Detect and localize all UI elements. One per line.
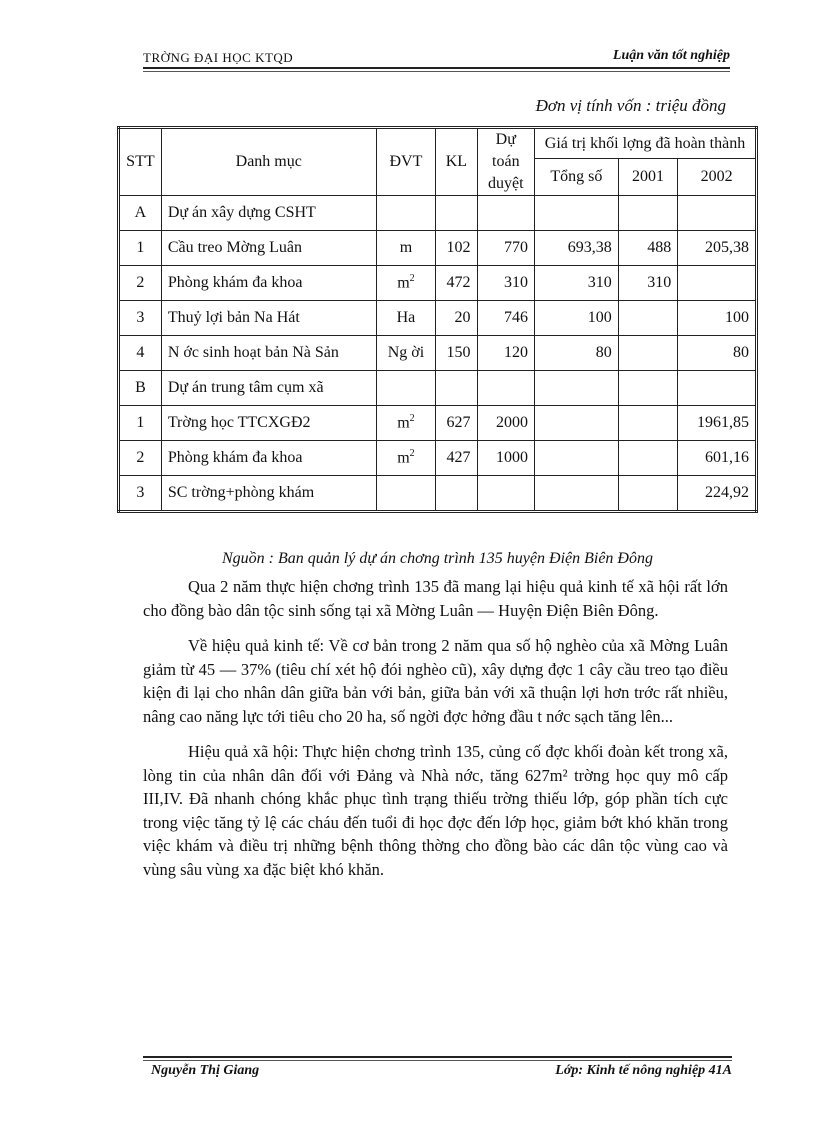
paragraph: Về hiệu quả kinh tế: Về cơ bản trong 2 năm qua số hộ nghèo của xã Mờng Luân giảm từ 45 — 37% (tiêu chí xét hộ đói nghèo cũ), xây dựng đợc 1 cây cầu treo tạo điều kiện đi lại cho nhân dân giữa bản với bản, giữa bản với xã thuận lợi hơn trớc rất nhiều, nâng cao năng lực tới tiêu cho 20 ha, số ngời đợc hởng đầu t nớc sạch tăng lên... bbox=[143, 636, 728, 726]
footer-author: Nguyễn Thị Giang bbox=[151, 1063, 260, 1078]
table-cell-kl: 627 bbox=[436, 406, 477, 441]
table-cell-total: 310 bbox=[535, 266, 619, 301]
table-cell-unit bbox=[376, 371, 436, 406]
table-row bbox=[119, 266, 757, 301]
table-cell-2002: 80 bbox=[678, 336, 757, 371]
col-total: Tổng số bbox=[535, 159, 619, 196]
table-cell-2002: 1961,85 bbox=[678, 406, 757, 441]
table-row bbox=[119, 441, 757, 476]
footer-class: Lớp: Kinh tế nông nghiệp 41A bbox=[555, 1063, 732, 1078]
page-header bbox=[143, 46, 730, 66]
table-cell-2001 bbox=[618, 406, 678, 441]
table-row bbox=[119, 301, 757, 336]
table-cell-name: Dự án trung tâm cụm xã bbox=[161, 371, 376, 406]
col-estimate: Dự toán duyệt bbox=[477, 128, 534, 196]
table-row bbox=[119, 371, 757, 406]
col-kl: KL bbox=[436, 128, 477, 196]
table-cell-total: 100 bbox=[535, 301, 619, 336]
table-cell-2001 bbox=[618, 441, 678, 476]
table-cell-stt: B bbox=[119, 371, 162, 406]
table-row bbox=[119, 231, 757, 266]
table-cell-stt: 3 bbox=[119, 301, 162, 336]
table-cell-name: SC trờng+phòng khám bbox=[161, 476, 376, 512]
table-cell-2001 bbox=[618, 336, 678, 371]
table-cell-unit: $m^2$ bbox=[376, 266, 436, 301]
table-cell-2002 bbox=[678, 371, 757, 406]
table-cell-name: Cầu treo Mờng Luân bbox=[161, 231, 376, 266]
col-2001: 2001 bbox=[618, 159, 678, 196]
table-cell-kl: 102 bbox=[436, 231, 477, 266]
table-cell-name: Phòng khám đa khoa bbox=[161, 266, 376, 301]
table-cell-2002: 601,16 bbox=[678, 441, 757, 476]
paragraph: Hiệu quả xã hội: Thực hiện chơng trình 135, củng cố đợc khối đoàn kết trong xã, lòng tin của nhân dân đối với Đảng và Nhà nớc, tăng 627m² trờng học quy mô cấp III,IV. Đã nhanh chóng khắc phục tình trạng thiếu trờng thiếu lớp, góp phần tích cực trong việc tăng tỷ lệ các cháu đến tuổi đi học đợc đến lớp học, giảm bớt khó khăn trong việc khám và điều trị những bệnh thông thờng cho đồng bào các dân tộc vùng cao và vùng sâu vùng xa đặc biệt khó khăn. bbox=[143, 742, 728, 879]
page-footer bbox=[143, 1056, 732, 1080]
table-cell-kl bbox=[436, 476, 477, 512]
table-cell-stt: 3 bbox=[119, 476, 162, 512]
footer-rule bbox=[143, 1056, 732, 1058]
table-cell-total bbox=[535, 196, 619, 231]
table-row bbox=[119, 196, 757, 231]
table-cell-unit: $m^2$ bbox=[376, 406, 436, 441]
col-category: Danh mục bbox=[161, 128, 376, 196]
col-stt: STT bbox=[119, 128, 162, 196]
table-cell-total bbox=[535, 406, 619, 441]
table-cell-total: 693,38 bbox=[535, 231, 619, 266]
table-cell-stt: 2 bbox=[119, 441, 162, 476]
table-cell-2002 bbox=[678, 196, 757, 231]
table-cell-2001 bbox=[618, 476, 678, 512]
table-row bbox=[119, 336, 757, 371]
table-cell-kl bbox=[436, 371, 477, 406]
table-cell-name: Thuỷ lợi bản Na Hát bbox=[161, 301, 376, 336]
col-unit: ĐVT bbox=[376, 128, 436, 196]
table-cell-name: Trờng học TTCXGĐ2 bbox=[161, 406, 376, 441]
table-cell-estimate bbox=[477, 476, 534, 512]
col-completed: Giá trị khối lợng đã hoàn thành bbox=[535, 128, 757, 159]
table-cell-estimate bbox=[477, 371, 534, 406]
table-cell-stt: 4 bbox=[119, 336, 162, 371]
table-cell-estimate: 746 bbox=[477, 301, 534, 336]
table-cell-name: Dự án xây dựng CSHT bbox=[161, 196, 376, 231]
table-cell-unit bbox=[376, 196, 436, 231]
table-cell-unit: $m^2$ bbox=[376, 441, 436, 476]
table-cell-stt: 1 bbox=[119, 231, 162, 266]
table-cell-estimate: 120 bbox=[477, 336, 534, 371]
table-cell-2002: 205,38 bbox=[678, 231, 757, 266]
table-cell-unit: m bbox=[376, 231, 436, 266]
table-cell-stt: 2 bbox=[119, 266, 162, 301]
project-table bbox=[117, 126, 758, 513]
header-school: TRỜNG ĐẠI HỌC KTQD bbox=[143, 50, 294, 65]
table-cell-total bbox=[535, 476, 619, 512]
table-cell-total: 80 bbox=[535, 336, 619, 371]
table-cell-2001: 310 bbox=[618, 266, 678, 301]
table-cell-stt: A bbox=[119, 196, 162, 231]
table-cell-stt: 1 bbox=[119, 406, 162, 441]
col-2002: 2002 bbox=[678, 159, 757, 196]
table-cell-estimate: 1000 bbox=[477, 441, 534, 476]
table-cell-unit: Ng ời bbox=[376, 336, 436, 371]
table-cell-2001: 488 bbox=[618, 231, 678, 266]
paragraph: Qua 2 năm thực hiện chơng trình 135 đã mang lại hiệu quả kinh tế xã hội rất lớn cho đồng bào dân tộc sinh sống tại xã Mờng Luân — Huyện Điện Biên Đông. bbox=[143, 577, 728, 620]
table-cell-kl: 150 bbox=[436, 336, 477, 371]
table-cell-estimate: 2000 bbox=[477, 406, 534, 441]
footer-rule-thin bbox=[143, 1060, 732, 1061]
table-cell-name: Phòng khám đa khoa bbox=[161, 441, 376, 476]
table-cell-2002: 100 bbox=[678, 301, 757, 336]
table-row bbox=[119, 476, 757, 512]
table-cell-name: N ớc sinh hoạt bản Nà Sản bbox=[161, 336, 376, 371]
table-cell-2001 bbox=[618, 371, 678, 406]
table-cell-kl: 427 bbox=[436, 441, 477, 476]
table-cell-unit: Ha bbox=[376, 301, 436, 336]
table-cell-2002: 224,92 bbox=[678, 476, 757, 512]
table-cell-kl bbox=[436, 196, 477, 231]
table-cell-estimate bbox=[477, 196, 534, 231]
header-rule bbox=[143, 67, 730, 69]
table-cell-total bbox=[535, 441, 619, 476]
table-cell-2002 bbox=[678, 266, 757, 301]
body-text bbox=[143, 575, 728, 893]
table-cell-unit bbox=[376, 476, 436, 512]
header-rule-thin bbox=[143, 71, 730, 72]
table-row bbox=[119, 406, 757, 441]
table-cell-2001 bbox=[618, 196, 678, 231]
table-cell-estimate: 310 bbox=[477, 266, 534, 301]
table-cell-kl: 20 bbox=[436, 301, 477, 336]
table-cell-estimate: 770 bbox=[477, 231, 534, 266]
table-cell-kl: 472 bbox=[436, 266, 477, 301]
header-doc-type: Luận văn tốt nghiệp bbox=[612, 48, 730, 63]
source-note: Nguồn : Ban quản lý dự án chơng trình 135 huyện Điện Biên Đông bbox=[222, 550, 653, 567]
unit-note: Đơn vị tính vốn : triệu đồng bbox=[535, 96, 726, 115]
table-cell-total bbox=[535, 371, 619, 406]
table-cell-2001 bbox=[618, 301, 678, 336]
